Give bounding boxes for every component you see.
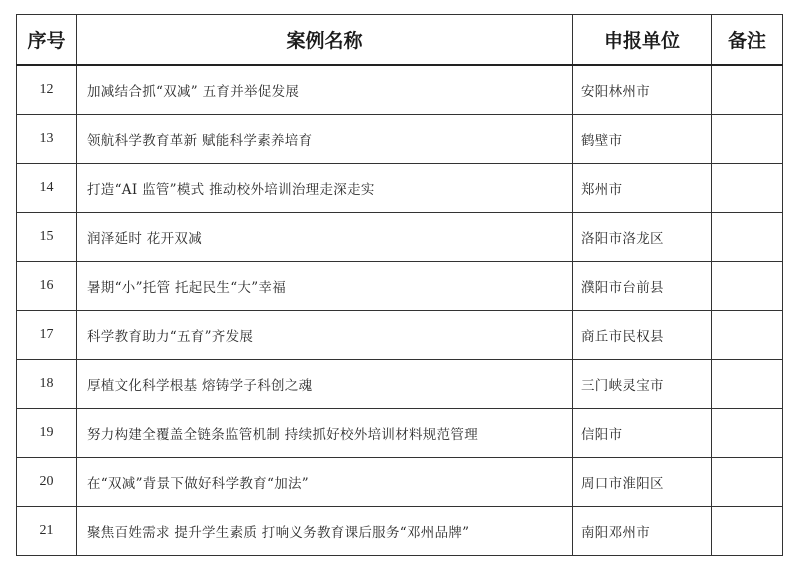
table-row: [17, 360, 783, 409]
row-unit: 鹤壁市: [573, 115, 712, 164]
row-case-name: 打造“AI 监管”模式 推动校外培训治理走深走实: [77, 164, 573, 213]
row-no: 17: [17, 311, 77, 360]
row-case-name: 暑期“小”托管 托起民生“大”幸福: [77, 262, 573, 311]
row-remark: [712, 360, 783, 409]
row-case-name: 厚植文化科学根基 熔铸学子科创之魂: [77, 360, 573, 409]
row-remark: [712, 213, 783, 262]
header-remark: 备注: [712, 15, 783, 66]
header-no: 序号: [17, 15, 77, 66]
row-remark: [712, 115, 783, 164]
table-row: [17, 164, 783, 213]
row-remark: [712, 65, 783, 115]
table-header-row: [17, 15, 783, 66]
row-case-name: 在“双减”背景下做好科学教育“加法”: [77, 458, 573, 507]
row-unit: 周口市淮阳区: [573, 458, 712, 507]
row-case-name: 领航科学教育革新 赋能科学素养培育: [77, 115, 573, 164]
header-case-name: 案例名称: [77, 15, 573, 66]
table-row: [17, 213, 783, 262]
row-no: 20: [17, 458, 77, 507]
table-row: [17, 65, 783, 115]
header-unit: 申报单位: [573, 15, 712, 66]
row-no: 12: [17, 65, 77, 115]
row-unit: 洛阳市洛龙区: [573, 213, 712, 262]
row-remark: [712, 409, 783, 458]
row-unit: 安阳林州市: [573, 65, 712, 115]
row-no: 21: [17, 507, 77, 556]
row-case-name: 加减结合抓“双减” 五育并举促发展: [77, 65, 573, 115]
row-unit: 信阳市: [573, 409, 712, 458]
row-unit: 三门峡灵宝市: [573, 360, 712, 409]
table-row: [17, 458, 783, 507]
row-case-name: 润泽延时 花开双减: [77, 213, 573, 262]
row-unit: 商丘市民权县: [573, 311, 712, 360]
row-remark: [712, 311, 783, 360]
row-unit: 濮阳市台前县: [573, 262, 712, 311]
row-remark: [712, 164, 783, 213]
row-no: 19: [17, 409, 77, 458]
row-remark: [712, 262, 783, 311]
row-case-name: 努力构建全覆盖全链条监管机制 持续抓好校外培训材料规范管理: [77, 409, 573, 458]
table-row: [17, 311, 783, 360]
row-no: 13: [17, 115, 77, 164]
row-remark: [712, 507, 783, 556]
row-no: 18: [17, 360, 77, 409]
row-unit: 郑州市: [573, 164, 712, 213]
row-case-name: 科学教育助力“五育”齐发展: [77, 311, 573, 360]
row-no: 15: [17, 213, 77, 262]
row-remark: [712, 458, 783, 507]
table-row: [17, 409, 783, 458]
row-case-name: 聚焦百姓需求 提升学生素质 打响义务教育课后服务“邓州品牌”: [77, 507, 573, 556]
row-no: 16: [17, 262, 77, 311]
table-row: [17, 262, 783, 311]
row-unit: 南阳邓州市: [573, 507, 712, 556]
table-row: [17, 115, 783, 164]
table-row: [17, 507, 783, 556]
case-table: [16, 14, 783, 556]
row-no: 14: [17, 164, 77, 213]
